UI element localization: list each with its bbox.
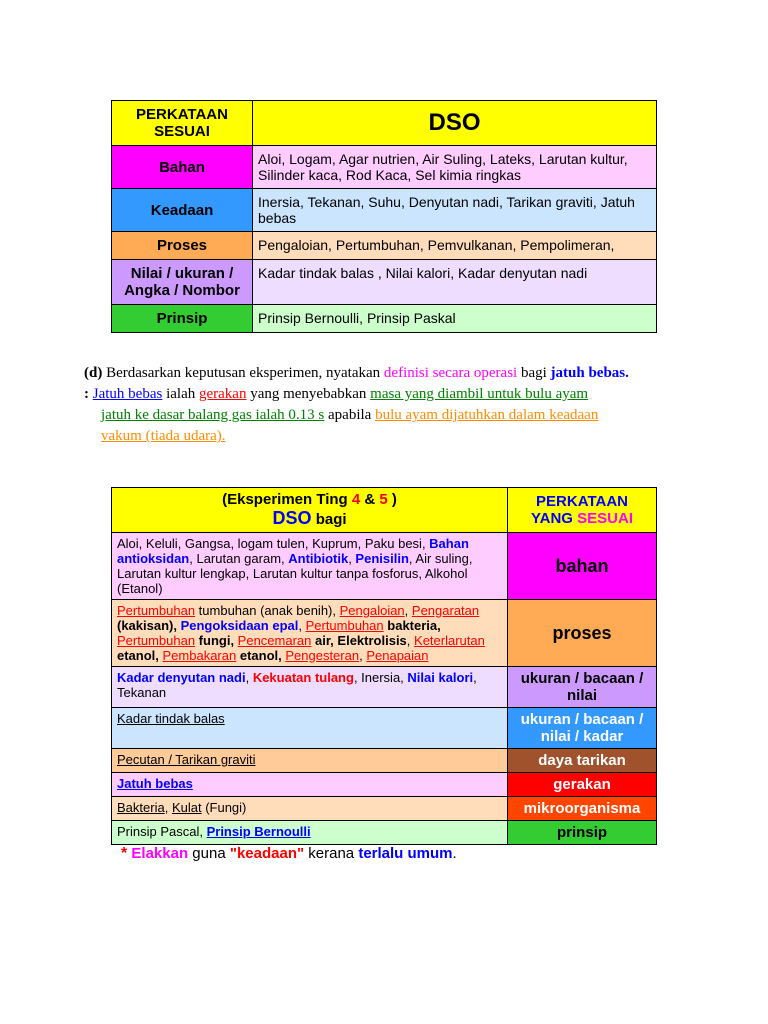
bulu-ayam-dijatuhkan-text: bulu ayam dijatuhkan dalam keadaan: [375, 407, 599, 423]
table2-row-1-left-part-20: Pengesteran: [285, 648, 360, 663]
apabila-text: apabila: [328, 407, 372, 423]
table2-row-2: [112, 667, 657, 708]
table2-row-1-left-part-11: fungi,: [195, 633, 238, 648]
table2-row-5-right-label: gerakan: [508, 773, 657, 797]
table2-row-0-left-part-0: Aloi, Keluli, Gangsa, logam tulen, Kuprum, Paku besi,: [117, 536, 430, 551]
row-label-keadaan: Keadaan: [112, 189, 253, 232]
table2-row-2-left-part-1: ,: [245, 670, 253, 685]
table2-row-5: [112, 773, 657, 797]
terlalu-umum-text: terlalu umum: [358, 845, 453, 862]
ampersand-text: &: [364, 491, 380, 508]
table2-row-7-right-label: prinsip: [508, 821, 657, 845]
table2-row-4: [112, 749, 657, 773]
yang-text: YANG: [531, 510, 578, 527]
table2-row-1-left-part-12: Pencemaran: [237, 633, 312, 648]
num-5: 5: [379, 491, 388, 508]
table2-row-0-left-part-5: Penisilin: [355, 551, 409, 566]
sesuai-text: SESUAI: [577, 510, 634, 527]
table2-row-3: [112, 708, 657, 749]
bagi-text: bagi: [315, 511, 347, 528]
num-4: 4: [351, 491, 361, 508]
table2-row-1-left-part-10: Pertumbuhan: [117, 633, 196, 648]
table2-row-0-left-part-2: , Larutan garam,: [189, 551, 289, 566]
table2-row-5-left-part-0: Jatuh bebas: [117, 776, 193, 791]
question-text-part2: bagi: [520, 365, 547, 381]
table2-row-2-left-part-3: , Inersia,: [353, 670, 408, 685]
table2-row-0: [112, 533, 657, 600]
table2-row-7-left-part-1: Prinsip Bernoulli: [206, 824, 311, 839]
perkataan-text: PERKATAAN: [536, 493, 628, 510]
table2-row-1-left-part-3: ,: [404, 603, 412, 618]
question-prefix: (d): [84, 365, 103, 381]
table2-row-0-left-part-1: Bahan antioksidan: [117, 536, 469, 566]
table2-row-1-left-part-4: Pengaratan: [411, 603, 480, 618]
table2-row-1-left-part-13: air,: [311, 633, 338, 648]
guna-text: guna: [192, 845, 226, 862]
table2-row-7: [112, 821, 657, 845]
table2-row-1-left-part-8: Pertumbuhan: [305, 618, 384, 633]
row-content-bahan: Aloi, Logam, Agar nutrien, Air Suling, Lateks, Larutan kultur, Silinder kaca, Rod Kaca, Sel kimia ringkas: [253, 146, 657, 189]
footer-note: [101, 845, 667, 863]
table2-row-0-right-label: bahan: [508, 533, 657, 600]
table2-row-2-left-part-0: Kadar denyutan nadi: [117, 670, 246, 685]
operational-definition: definisi secara operasi: [383, 365, 518, 381]
dso-table-1: [111, 100, 657, 333]
table2-row-1-left-part-15: ,: [406, 633, 415, 648]
table2-row-6-right-label: mikroorganisma: [508, 797, 657, 821]
table2-row-2-left-part-4: Nilai kalori: [407, 670, 474, 685]
table2-row-2-left-part-2: Kekuatan tulang: [252, 670, 354, 685]
table2-row-1: [112, 600, 657, 667]
row-label-nilai: Nilai / ukuran / Angka / Nombor: [112, 260, 253, 305]
table2-row-0-left-content: [112, 533, 508, 600]
yang-menyebabkan-text: yang menyebabkan: [250, 386, 367, 402]
table2-row-3-right-label-part-0: ukuran / bacaan / nilai /: [520, 711, 644, 745]
table2-header-left: [112, 488, 508, 533]
table2-row-4-right-label: daya tarikan: [508, 749, 657, 773]
jatuh-bebas-question: jatuh bebas.: [550, 365, 629, 381]
table2-row-0-left-part-6: , Air suling, Larutan kultur lengkap, Larutan kultur tanpa fosforus, Alkohol (Etanol): [117, 551, 473, 596]
row-label-proses: Proses: [112, 232, 253, 260]
table2-row-1-right-label: proses: [508, 600, 657, 667]
table2-row-1-left-part-18: Pembakaran: [162, 648, 237, 663]
table2-row-4-left-part-0: Pecutan / Tarikan graviti: [117, 752, 256, 767]
closing-paren: ): [391, 491, 397, 508]
vakum-tiada-udara-text: vakum (tiada udara).: [101, 428, 226, 444]
header-perkataan-sesuai: PERKATAAN SESUAI: [112, 101, 253, 146]
ialah-text: ialah: [166, 386, 196, 402]
table2-row-4-left-content: [112, 749, 508, 773]
eksperimen-ting-text: (Eksperimen Ting: [222, 491, 352, 508]
gerakan-text: gerakan: [198, 386, 247, 402]
row-content-proses: Pengaloian, Pertumbuhan, Pemvulkanan, Pempolimeran,: [253, 232, 657, 260]
table2-row-1-left-part-21: ,: [359, 648, 367, 663]
row-label-prinsip: Prinsip: [112, 305, 253, 333]
jatuh-ke-dasar-text: jatuh ke dasar balang gas ialah 0.13 s: [101, 407, 325, 423]
table2-row-1-left-part-19: etanol,: [236, 648, 286, 663]
star-icon: *: [121, 845, 128, 862]
period-text: .: [452, 845, 457, 862]
table2-row-6-left-part-0: Bakteria: [117, 800, 165, 815]
table2-row-5-left-content: [112, 773, 508, 797]
table2-row-3-right-label: [508, 708, 657, 749]
table2-row-1-left-part-5: (kakisan),: [117, 618, 181, 633]
table2-row-2-left-part-5: , Tekanan: [117, 670, 477, 700]
question-text-part1: Berdasarkan keputusan eksperimen, nyatakan: [106, 365, 381, 381]
table2-row-7-left-content: [112, 821, 508, 845]
masa-diambil-text: masa yang diambil untuk bulu ayam: [370, 386, 589, 402]
table2-row-2-left-content: [112, 667, 508, 708]
table2-row-1-left-part-7: ,: [298, 618, 306, 633]
table2-row-1-left-part-1: tumbuhan (anak benih),: [195, 603, 340, 618]
table2-row-1-left-part-17: etanol,: [117, 648, 163, 663]
header-dso: DSO: [253, 101, 657, 146]
keadaan-text: "keadaan": [229, 845, 305, 862]
table2-row-3-left-content: [112, 708, 508, 749]
question-block: [84, 363, 684, 447]
table2-row-6-left-part-1: ,: [164, 800, 172, 815]
table2-row-0-left-part-3: Antibiotik: [288, 551, 349, 566]
table2-row-2-right-label: ukuran / bacaan / nilai: [508, 667, 657, 708]
table2-row-6: [112, 797, 657, 821]
table2-row-1-left-part-16: Keterlarutan: [414, 633, 485, 648]
table2-row-1-left-part-9: bakteria,: [383, 618, 441, 633]
table2-header-right: [508, 488, 657, 533]
row-content-keadaan: Inersia, Tekanan, Suhu, Denyutan nadi, Tarikan graviti, Jatuh bebas: [253, 189, 657, 232]
dso-bagi-dso: DSO: [272, 508, 312, 528]
table2-row-6-left-part-3: (Fungi): [201, 800, 247, 815]
table2-row-1-left-part-2: Pengaloian: [339, 603, 405, 618]
answer-prefix: :: [84, 386, 89, 402]
elakkan-text: Elakkan: [131, 845, 189, 862]
table2-row-3-right-label-part-1: kadar: [583, 728, 624, 745]
table2-row-0-left-part-4: ,: [348, 551, 356, 566]
table2-row-1-left-part-14: Elektrolisis: [337, 633, 407, 648]
table2-row-1-left-part-22: Penapaian: [366, 648, 429, 663]
row-label-bahan: Bahan: [112, 146, 253, 189]
table2-row-1-left-part-0: Pertumbuhan: [117, 603, 196, 618]
table2-row-6-left-part-2: Kulat: [171, 800, 202, 815]
row-content-prinsip: Prinsip Bernoulli, Prinsip Paskal: [253, 305, 657, 333]
table2-row-6-left-content: [112, 797, 508, 821]
jatuh-bebas-answer: Jatuh bebas: [92, 386, 163, 402]
table2-row-3-left-part-0: Kadar tindak balas: [117, 711, 225, 726]
row-content-nilai: Kadar tindak balas , Nilai kalori, Kadar denyutan nadi: [253, 260, 657, 305]
table2-row-1-left-part-6: Pengoksidaan epal: [180, 618, 299, 633]
table2-row-1-left-content: [112, 600, 508, 667]
dso-table-2: [111, 487, 657, 845]
table2-row-7-left-part-0: Prinsip Pascal,: [117, 824, 207, 839]
kerana-text: kerana: [308, 845, 355, 862]
